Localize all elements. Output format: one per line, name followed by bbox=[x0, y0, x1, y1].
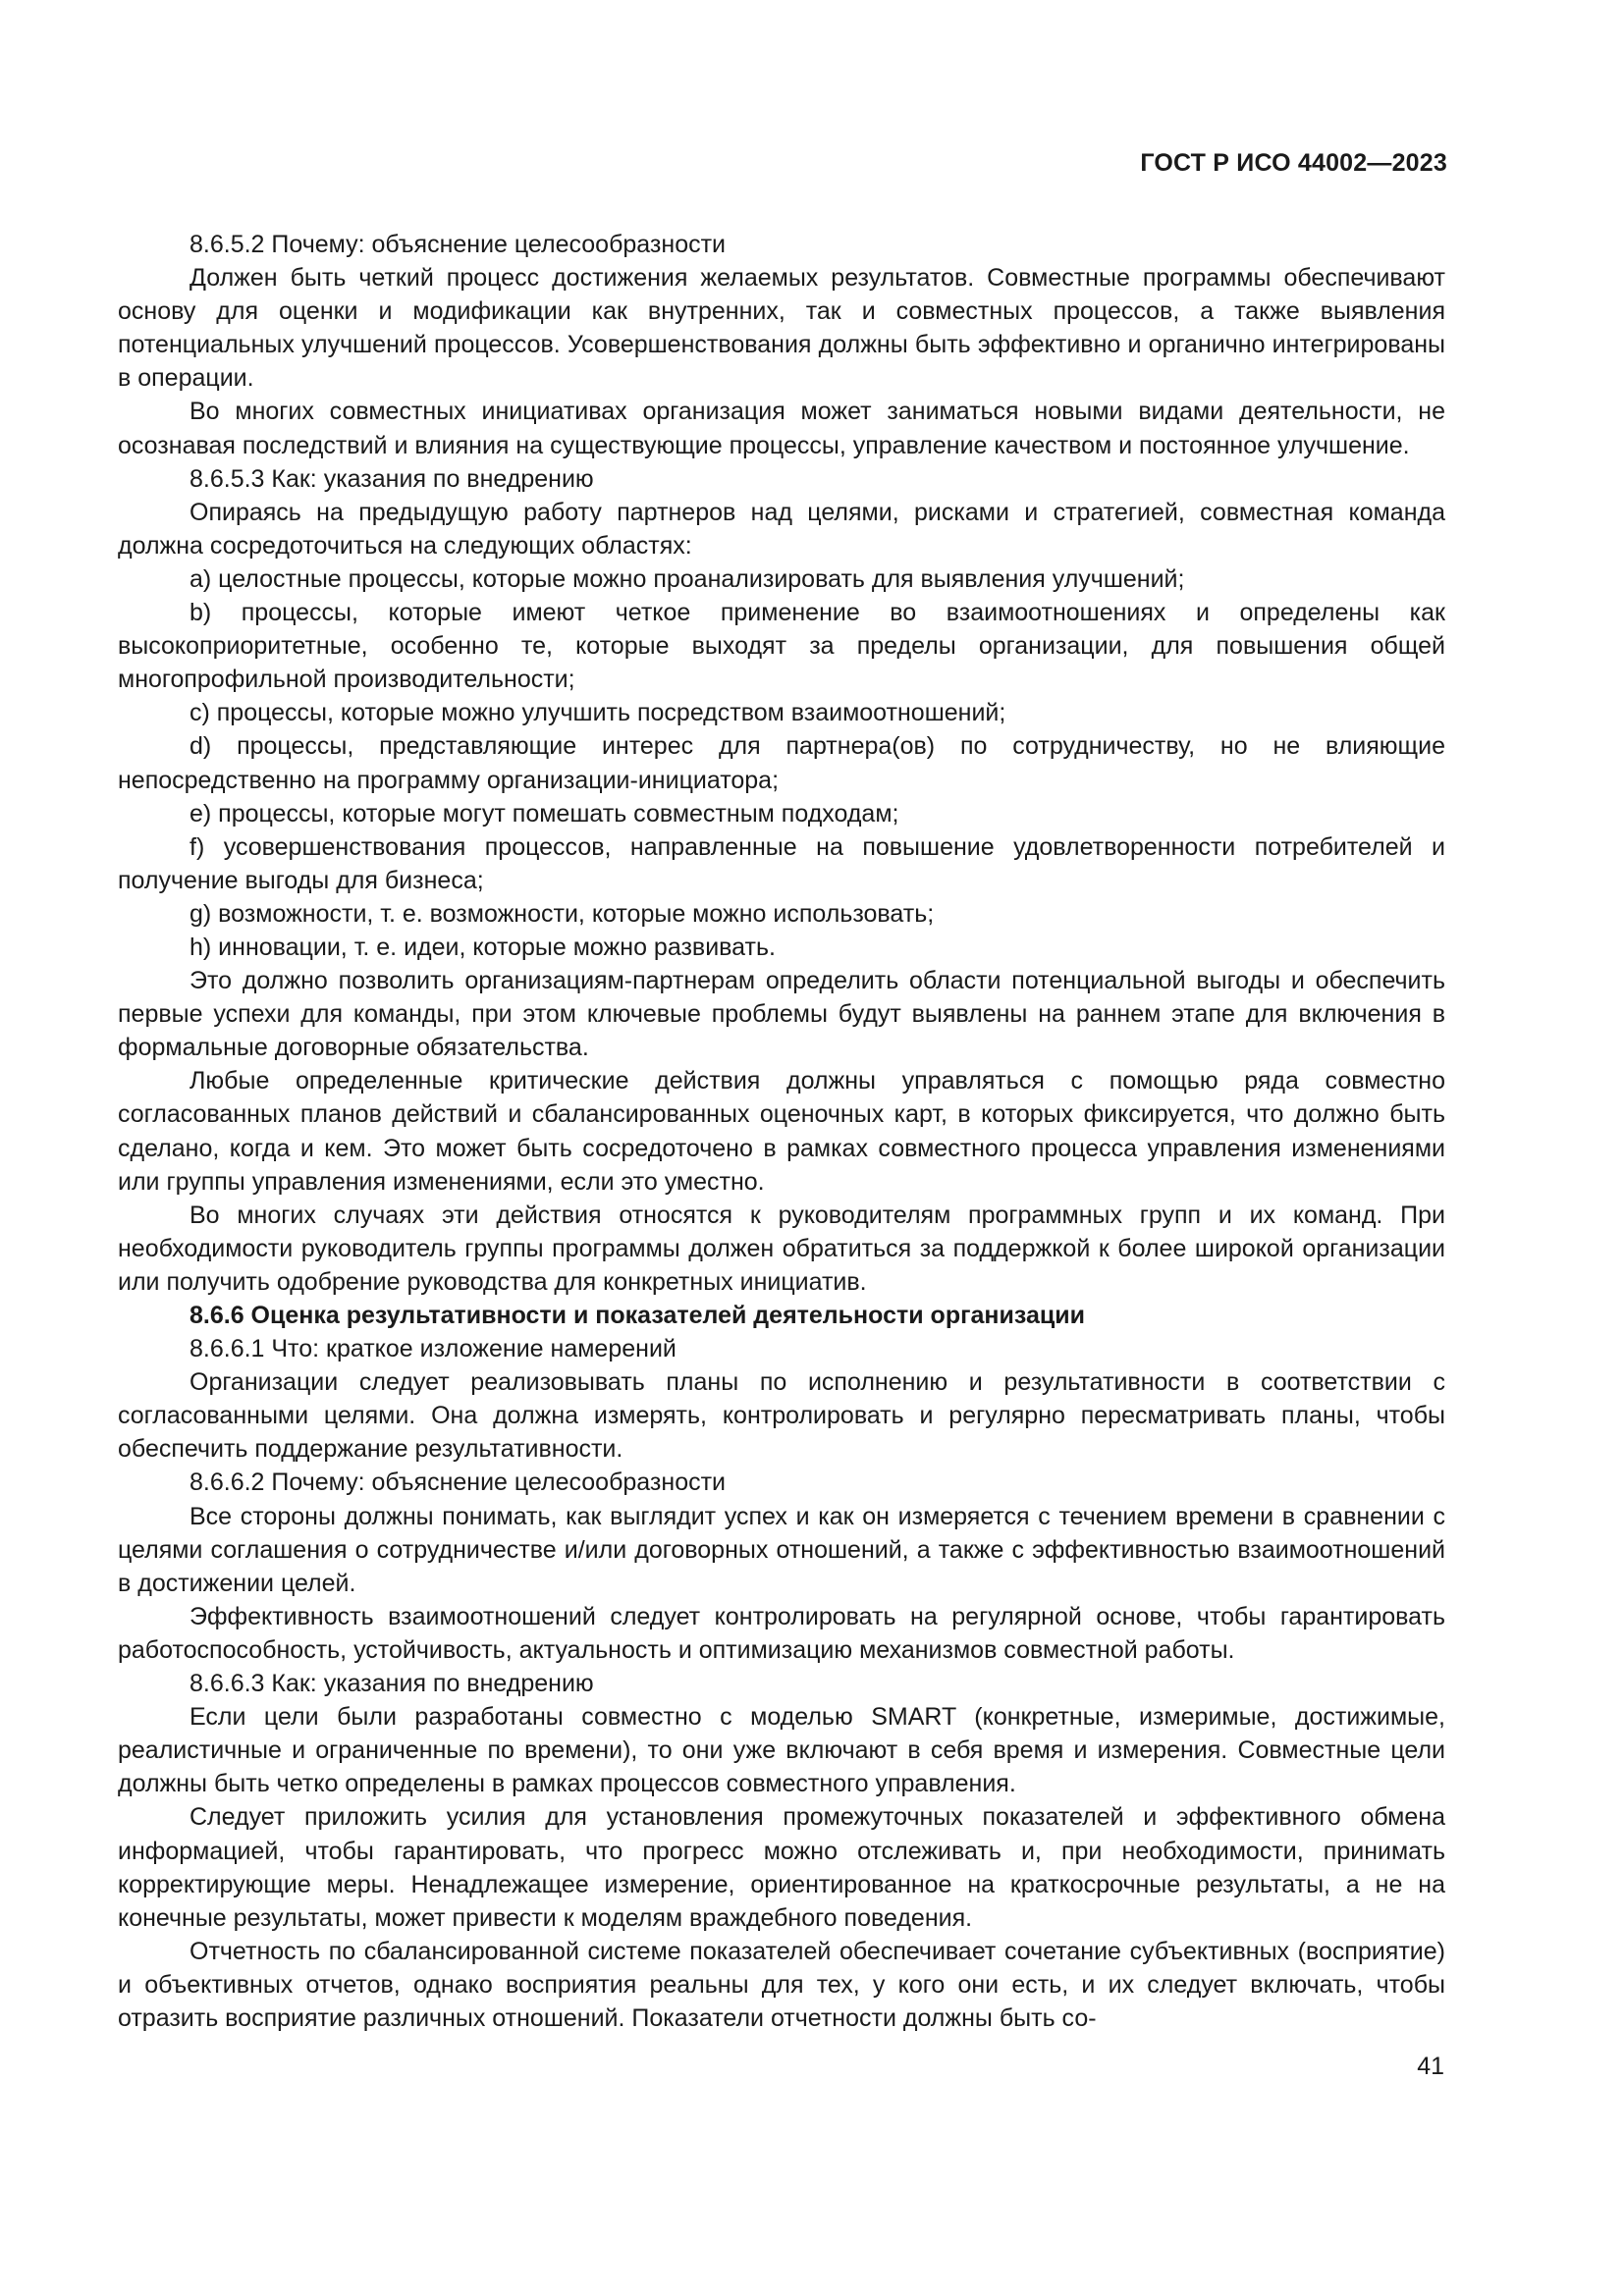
body-paragraph: Во многих случаях эти действия относятся к руководителям программных групп и их команд. При необходимости руководитель группы программы должен обратиться за поддержкой к более широкой организации или получить одобрение руководства для конкретных инициатив. bbox=[118, 1201, 1445, 1296]
page-number: 41 bbox=[1417, 2053, 1444, 2080]
list-item: d) процессы, представляющие интерес для партнера(ов) по сотрудничеству, но не влияющие непосредственно на программу организации-инициатора; bbox=[118, 732, 1445, 794]
section-heading: 8.6.6 Оценка результативности и показателей деятельности организации bbox=[189, 1302, 1085, 1329]
list-item: a) целостные процессы, которые можно проанализировать для выявления улучшений; bbox=[189, 564, 1185, 593]
list-item: g) возможности, т. е. возможности, которые можно использовать; bbox=[189, 899, 935, 928]
subsection-heading: 8.6.6.2 Почему: объяснение целесообразности bbox=[189, 1468, 727, 1497]
subsection-heading: 8.6.6.3 Как: указания по внедрению bbox=[189, 1670, 594, 1698]
subsection-heading: 8.6.5.2 Почему: объяснение целесообразности bbox=[189, 231, 727, 258]
list-item: f) усовершенствования процессов, направленные на повышение удовлетворенности потребителей и получение выгоды для бизнеса; bbox=[118, 832, 1445, 894]
body-paragraph: Любые определенные критические действия должны управляться с помощью ряда совместно согласованных планов действий и сбалансированных оценочных карт, в которых фиксируется, что должно быть сделано, когда и кем. Это может быть сосредоточено в рамках совместного процесса управления изменениями или группы управления изменениями, если это уместно. bbox=[118, 1067, 1445, 1196]
body-paragraph: Если цели были разработаны совместно с моделью SMART (конкретные, измеримые, достижимые, реалистичные и ограниченные по времени), то они уже включают в себя время и измерения. Совместные цели должны быть четко определены в рамках процессов совместного управления. bbox=[118, 1703, 1445, 1798]
subsection-heading: 8.6.6.1 Что: краткое изложение намерений bbox=[189, 1335, 677, 1363]
body-paragraph: Эффективность взаимоотношений следует контролировать на регулярной основе, чтобы гарантировать работоспособность, устойчивость, актуальность и оптимизацию механизмов совместной работы. bbox=[118, 1602, 1445, 1664]
body-paragraph: Во многих совместных инициативах организация может заниматься новыми видами деятельности, не осознавая последствий и влияния на существующие процессы, управление качеством и постоянное улучшение. bbox=[118, 398, 1445, 459]
list-item: h) инновации, т. е. идеи, которые можно развивать. bbox=[189, 933, 776, 961]
body-paragraph: Должен быть четкий процесс достижения желаемых результатов. Совместные программы обеспечивают основу для оценки и модификации как внутренних, так и совместных процессов, а также выявления потенциальных улучшений процессов. Усовершенствования должны быть эффективно и органично интегрированы в операции. bbox=[118, 264, 1445, 393]
body-paragraph: Следует приложить усилия для установления промежуточных показателей и эффективного обмена информацией, чтобы гарантировать, что прогресс можно отслеживать и, при необходимости, принимать корректирующие меры. Ненадлежащее измерение, ориентированное на краткосрочные результаты, а не на конечные результаты, может привести к моделям враждебного поведения. bbox=[118, 1803, 1445, 1932]
list-item: c) процессы, которые можно улучшить посредством взаимоотношений; bbox=[189, 699, 1006, 727]
body-paragraph: Организации следует реализовывать планы по исполнению и результативности в соответствии с согласованными целями. Она должна измерять, контролировать и регулярно пересматривать планы, чтобы обеспечить поддержание результативности. bbox=[118, 1368, 1445, 1464]
body-paragraph: Это должно позволить организациям-партнерам определить области потенциальной выгоды и обеспечить первые успехи для команды, при этом ключевые проблемы будут выявлены на раннем этапе для включения в формальные договорные обязательства. bbox=[118, 967, 1445, 1062]
body-paragraph: Все стороны должны понимать, как выглядит успех и как он измеряется с течением времени в сравнении с целями соглашения о сотрудничестве и/или договорных отношений, а также с эффективностью взаимоотношений в достижении целей. bbox=[118, 1502, 1445, 1597]
body-paragraph: Отчетность по сбалансированной системе показателей обеспечивает сочетание субъективных (восприятие) и объективных отчетов, однако восприятия реальны для тех, у кого они есть, и их следует включать, чтобы отразить восприятие различных отношений. Показатели отчетности должны быть со- bbox=[118, 1937, 1445, 2032]
document-code-header: ГОСТ Р ИСО 44002—2023 bbox=[1140, 149, 1447, 177]
list-item: e) процессы, которые могут помешать совместным подходам; bbox=[189, 799, 899, 828]
document-body bbox=[118, 228, 1445, 2035]
body-paragraph: Опираясь на предыдущую работу партнеров над целями, рисками и стратегией, совместная команда должна сосредоточиться на следующих областях: bbox=[118, 498, 1445, 560]
subsection-heading: 8.6.5.3 Как: указания по внедрению bbox=[189, 464, 594, 493]
list-item: b) процессы, которые имеют четкое применение во взаимоотношениях и определены как высокоприоритетные, особенно те, которые выходят за пределы организации, для повышения общей многопрофильной производительности; bbox=[118, 599, 1445, 694]
